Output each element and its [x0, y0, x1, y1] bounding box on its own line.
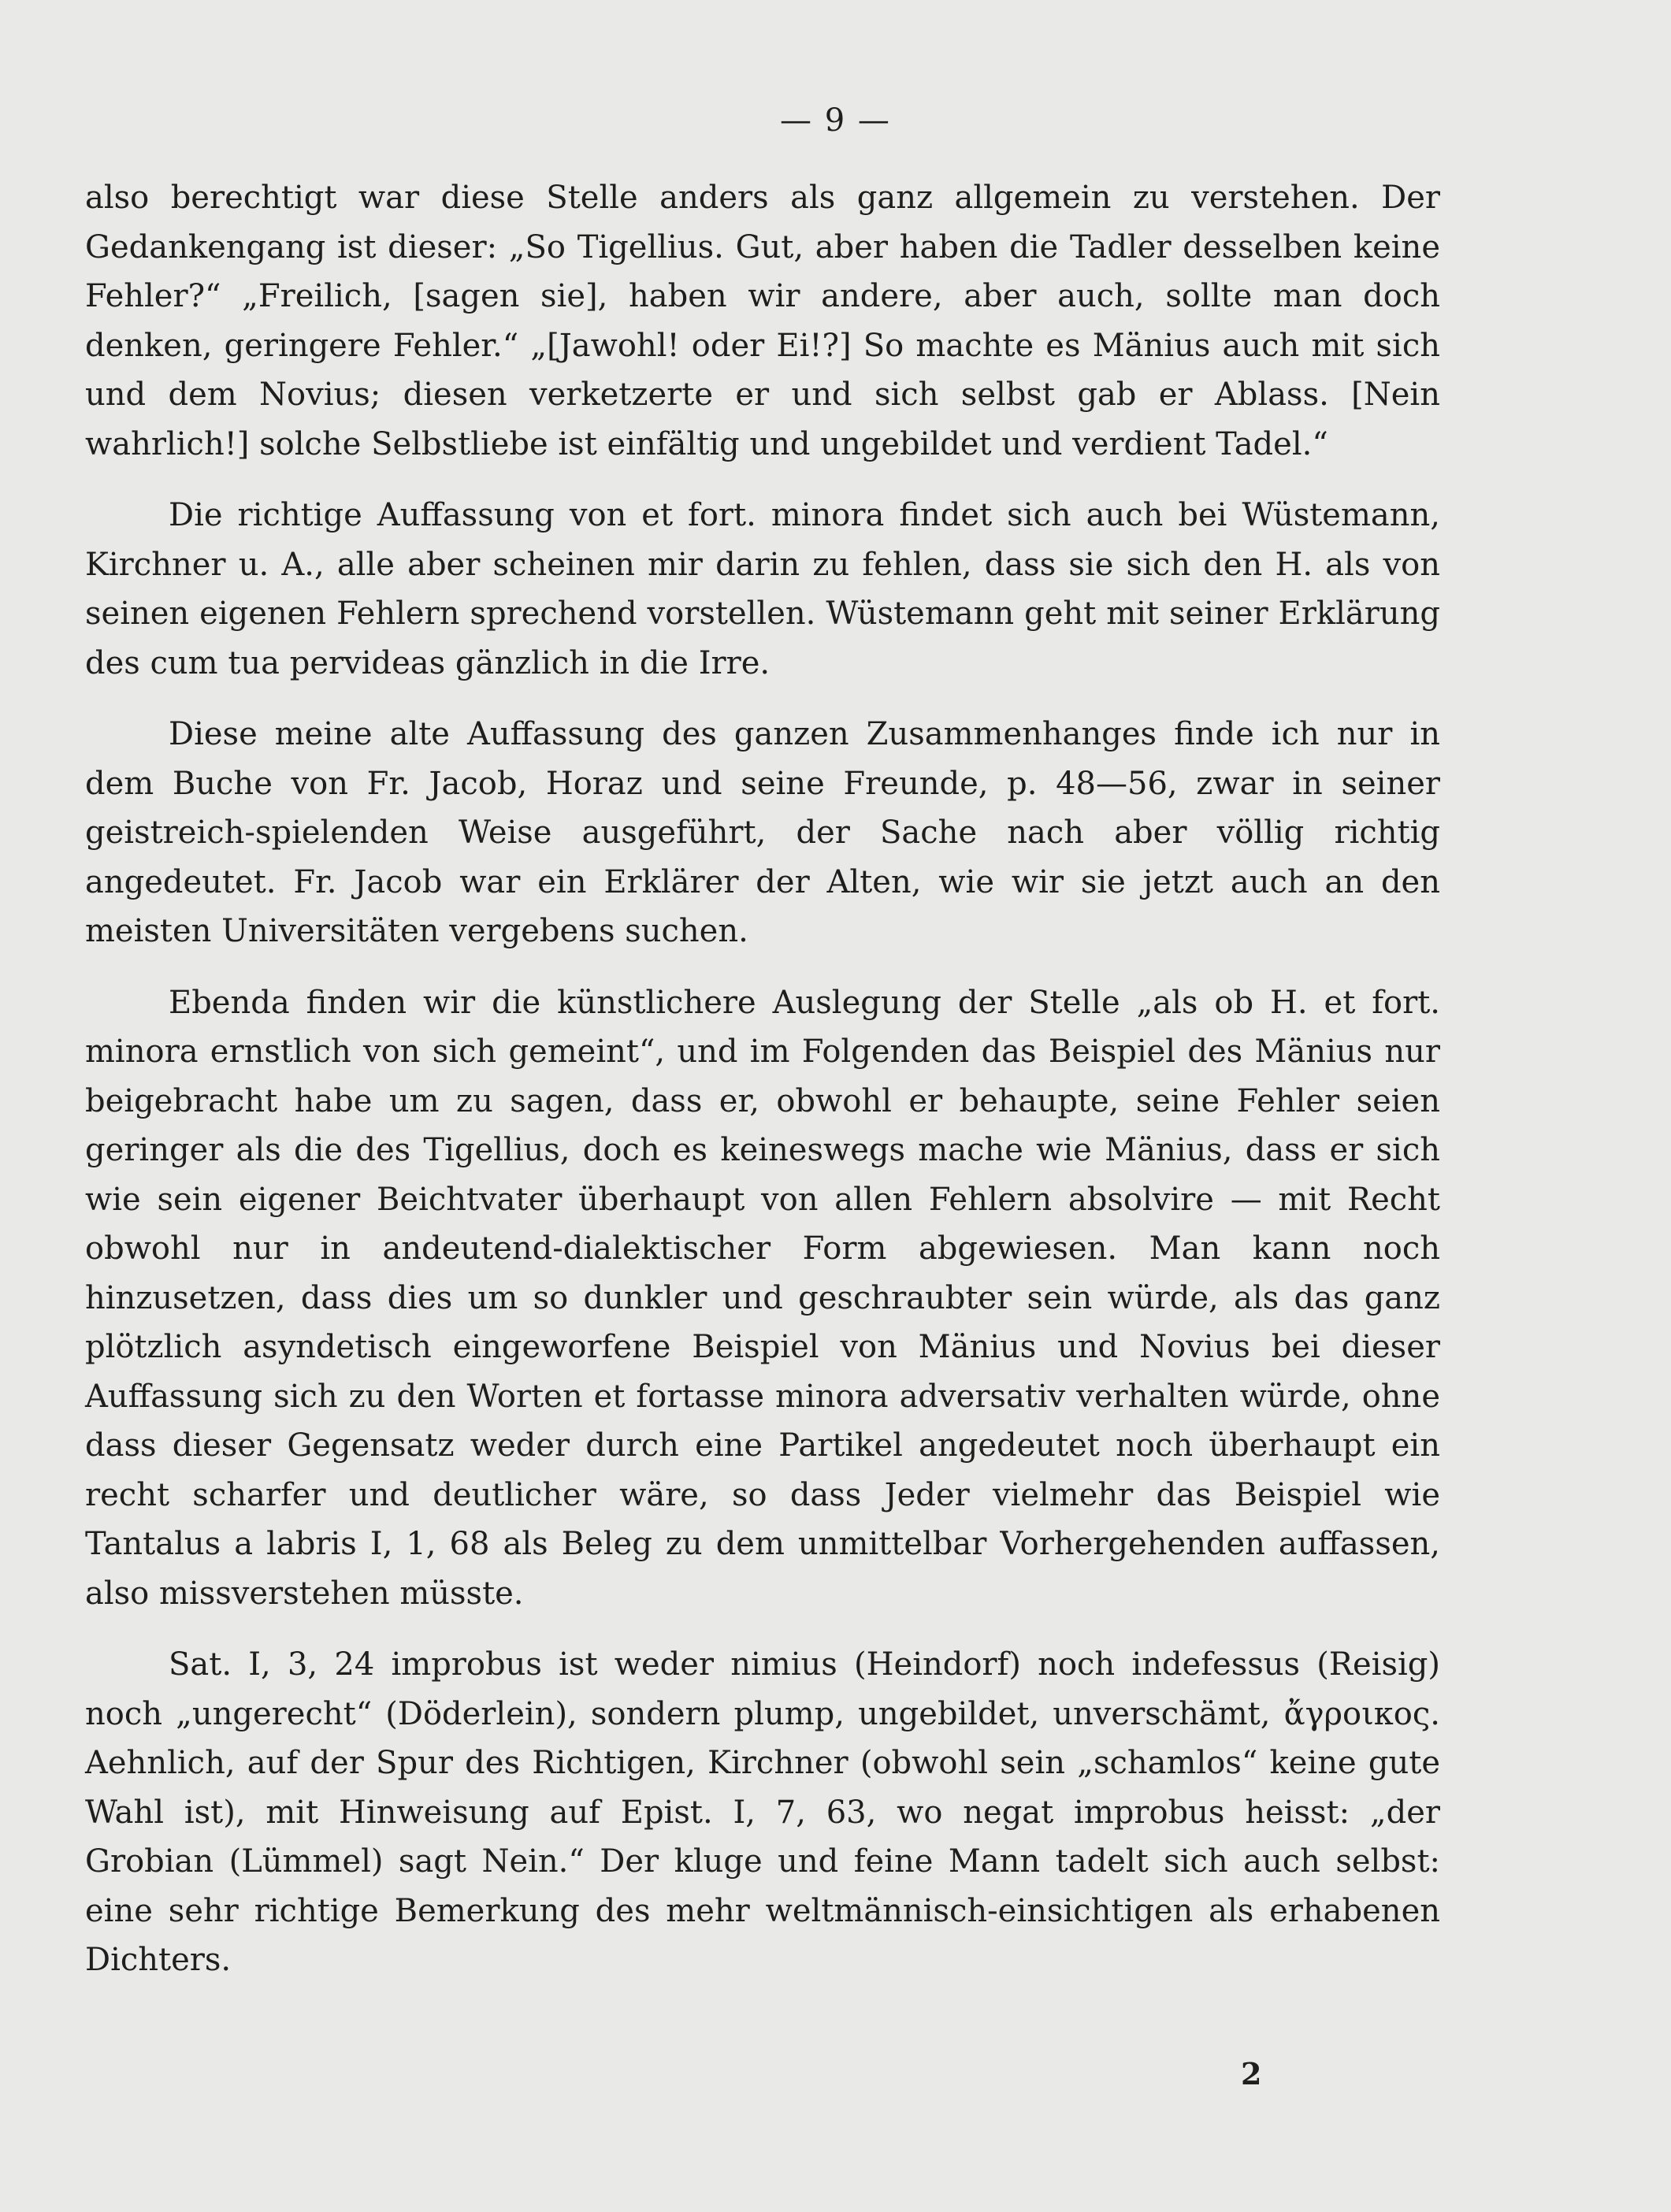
paragraph-5: Sat. I, 3, 24 improbus ist weder nimius (Heindorf) noch indefessus (Reisig) noch „ungerecht“ (Döderlein), sondern plump, ungebildet, unverschämt, ἄγροικος. Aehnlich, auf der Spur des Richtigen, Kirchner (obwohl sein „schamlos“ keine gute Wahl ist), mit Hinweisung auf Epist. I, 7, 63, wo negat improbus heisst: „der Grobian (Lümmel) sagt Nein.“ Der kluge und feine Mann tadelt sich auch selbst: eine sehr richtige Bemerkung des mehr weltmännisch-einsichtigen als erhabenen Dichters. [85, 1646, 1440, 1978]
paragraph-3: Diese meine alte Auffassung des ganzen Zusammenhanges finde ich nur in dem Buche von Fr. Jacob, Horaz und seine Freunde, p. 48—56, zwar in seiner geistreich-spielenden Weise ausgeführt, der Sache nach aber völlig richtig angedeutet. Fr. Jacob war ein Erklärer der Alten, wie wir sie jetzt auch an den meisten Universitäten vergebens suchen. [85, 716, 1440, 949]
page-number: — 9 — [780, 102, 891, 139]
paragraph-1: also berechtigt war diese Stelle anders als ganz allgemein zu verstehen. Der Gedankengang ist dieser: „So Tigellius. Gut, aber haben die Tadler desselben keine Fehler?“ „Freilich, [sagen sie], haben wir andere, aber auch, sollte man doch denken, geringere Fehler.“ „[Jawohl! oder Ei!?] So machte es Mänius auch mit sich und dem Novius; diesen verketzerte er und sich selbst gab er Ablass. [Nein wahrlich!] solche Selbstliebe ist einfältig und ungebildet und verdient Tadel.“ [85, 180, 1440, 462]
printer-signature-mark: 2 [1241, 2056, 1262, 2091]
body-text [85, 173, 1440, 2007]
paragraph-4: Ebenda finden wir die künstlichere Auslegung der Stelle „als ob H. et fort. minora ernstlich von sich gemeint“, und im Folgenden das Beispiel des Mänius nur beigebracht habe um zu sagen, dass er, obwohl er behaupte, seine Fehler seien geringer als die des Tigellius, doch es keineswegs mache wie Mänius, dass er sich wie sein eigener Beichtvater überhaupt von allen Fehlern absolvire — mit Recht obwohl nur in andeutend-dialektischer Form abgewiesen. Man kann noch hinzusetzen, dass dies um so dunkler und geschraubter sein würde, als das ganz plötzlich asyndetisch eingeworfene Beispiel von Mänius und Novius bei dieser Auffassung sich zu den Worten et fortasse minora adversativ verhalten würde, ohne dass dieser Gegensatz weder durch eine Partikel angedeutet noch überhaupt ein recht scharfer und deutlicher wäre, so dass Jeder vielmehr das Beispiel wie Tantalus a labris I, 1, 68 als Beleg zu dem unmittelbar Vorhergehenden auffassen, also missverstehen müsste. [85, 984, 1440, 1612]
paragraph-2: Die richtige Auffassung von et fort. minora findet sich auch bei Wüstemann, Kirchner u. A., alle aber scheinen mir darin zu fehlen, dass sie sich den H. als von seinen eigenen Fehlern sprechend vorstellen. Wüstemann geht mit seiner Erklärung des cum tua pervideas gänzlich in die Irre. [85, 497, 1440, 681]
